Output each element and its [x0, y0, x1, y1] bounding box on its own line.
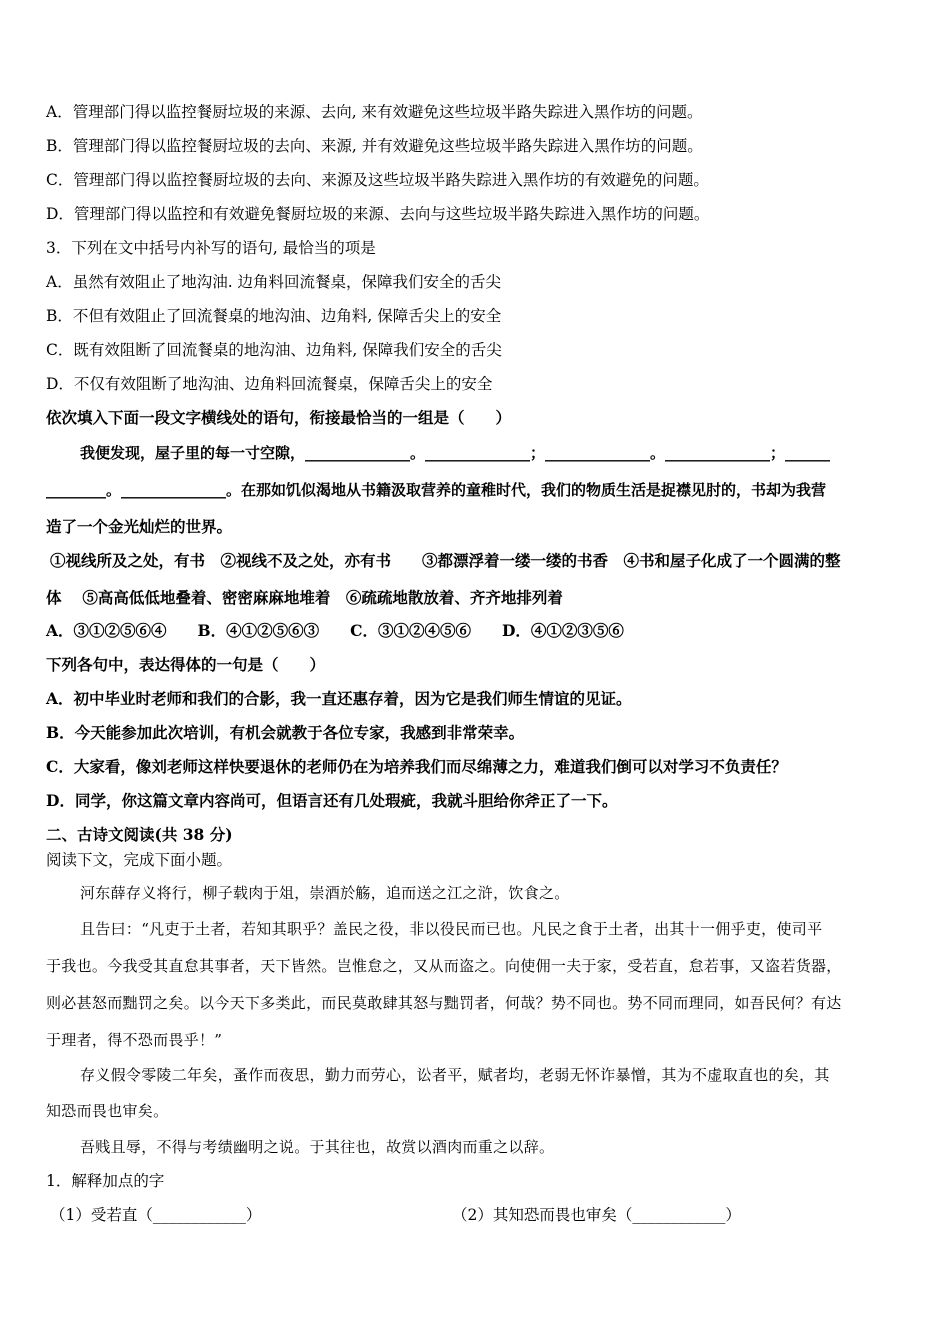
- section-intro: 阅读下文，完成下面小题。: [46, 851, 233, 869]
- q4-stem: 依次填入下面一段文字横线处的语句，衔接最恰当的一组是（ ）: [46, 408, 512, 427]
- q4-choices-line: 体 ⑤高高低低地叠着、密密麻麻地堆着 ⑥疏疏地散放着、齐齐地排列着: [46, 588, 563, 607]
- passage-line: 于理者，得不恐而畏乎！”: [46, 1031, 223, 1049]
- q3-option-c: C．既有效阻断了回流餐桌的地沟油、边角料, 保障我们安全的舌尖: [46, 341, 502, 359]
- q3-option-d: D．不仅有效阻断了地沟油、边角料回流餐桌，保障舌尖上的安全: [46, 375, 493, 393]
- q2-option-d: D．管理部门得以监控和有效避免餐厨垃圾的来源、去向与这些垃圾半路失踪进入黑作坊的问题。: [46, 205, 710, 223]
- q3-option-a: A．虽然有效阻止了地沟油. 边角料回流餐桌，保障我们安全的舌尖: [46, 273, 502, 291]
- question-1-row: [50, 1205, 910, 1225]
- passage-line: 则必甚怒而黜罚之矣。以今天下多类此，而民莫敢肆其怒与黜罚者，何哉？势不同也。势不同而理同，如吾民何？有达: [46, 994, 842, 1012]
- q2-option-b: B．管理部门得以监控餐厨垃圾的去向、来源, 并有效避免这些垃圾半路失踪进入黑作坊的问题。: [46, 137, 703, 155]
- q5-option-c: C．大家看，像刘老师这样快要退休的老师仍在为培养我们而尽绵薄之力，难道我们倒可以对学习不负责任？: [46, 757, 787, 776]
- passage-line: 于我也。今我受其直怠其事者，天下皆然。岂惟怠之，又从而盗之。向使佣一夫于家，受若直，怠若事，又盗若货器，: [46, 957, 842, 975]
- passage-line: 知恐而畏也审矣。: [46, 1102, 169, 1120]
- q5-option-a: A．初中毕业时老师和我们的合影，我一直还惠存着，因为它是我们师生情谊的见证。: [46, 689, 632, 708]
- q2-option-a: A．管理部门得以监控餐厨垃圾的来源、去向, 来有效避免这些垃圾半路失踪进入黑作坊的问题。: [46, 103, 703, 121]
- question-1-part-1[interactable]: （1）受若直（____________）: [50, 1206, 262, 1224]
- question-1-part-2[interactable]: （2）其知恐而畏也审矣（____________）: [452, 1206, 741, 1224]
- q4-choices-line: ①视线所及之处，有书 ②视线不及之处，亦有书 ③都漂浮着一缕一缕的书香 ④书和屋子化成了一个圆满的整: [50, 551, 841, 570]
- q4-passage-line: 造了一个金光灿烂的世界。: [46, 517, 233, 536]
- passage-line: 吾贱且辱，不得与考绩幽明之说。于其往也，故赏以酒肉而重之以辞。: [80, 1138, 555, 1156]
- passage-line: 且告曰：“凡吏于土者，若知其职乎？盖民之役，非以役民而已也。凡民之食于土者，出其十一佣乎吏，使司平: [80, 920, 823, 938]
- q3-option-b: B．不但有效阻止了回流餐桌的地沟油、边角料, 保障舌尖上的安全: [46, 307, 502, 325]
- q5-option-d: D．同学，你这篇文章内容尚可，但语言还有几处瑕疵，我就斗胆给你斧正了一下。: [46, 791, 618, 810]
- question-1-stem: 1．解释加点的字: [46, 1172, 165, 1190]
- q4-passage-line: ________。______________。在那如饥似渴地从书籍汲取营养的童稚时代，我们的物质生活是捉襟见肘的，书却为我营: [46, 481, 827, 499]
- q4-answers: A．③①②⑤⑥④ B．④①②⑤⑥③ C．③①②④⑤⑥ D．④①②③⑤⑥: [46, 621, 624, 640]
- section-title: 二、古诗文阅读(共 38 分): [46, 825, 233, 844]
- q4-passage-line: 我便发现，屋子里的每一寸空隙，______________。______________；______________。______________；______: [80, 444, 831, 462]
- q5-option-b: B．今天能参加此次培训，有机会就教于各位专家，我感到非常荣幸。: [46, 723, 525, 742]
- passage-line: 河东薛存义将行，柳子载肉于俎，崇酒於觞，追而送之江之浒，饮食之。: [80, 884, 570, 902]
- q3-stem: 3．下列在文中括号内补写的语句, 最恰当的项是: [46, 239, 376, 257]
- q2-option-c: C．管理部门得以监控餐厨垃圾的去向、来源及这些垃圾半路失踪进入黑作坊的有效避免的问题。: [46, 171, 709, 189]
- passage-line: 存义假令零陵二年矣，蚤作而夜思，勤力而劳心，讼者平，赋者均，老弱无怀诈暴憎，其为不虚取直也的矣，其: [80, 1066, 830, 1084]
- q5-stem: 下列各句中，表达得体的一句是（ ）: [46, 655, 326, 674]
